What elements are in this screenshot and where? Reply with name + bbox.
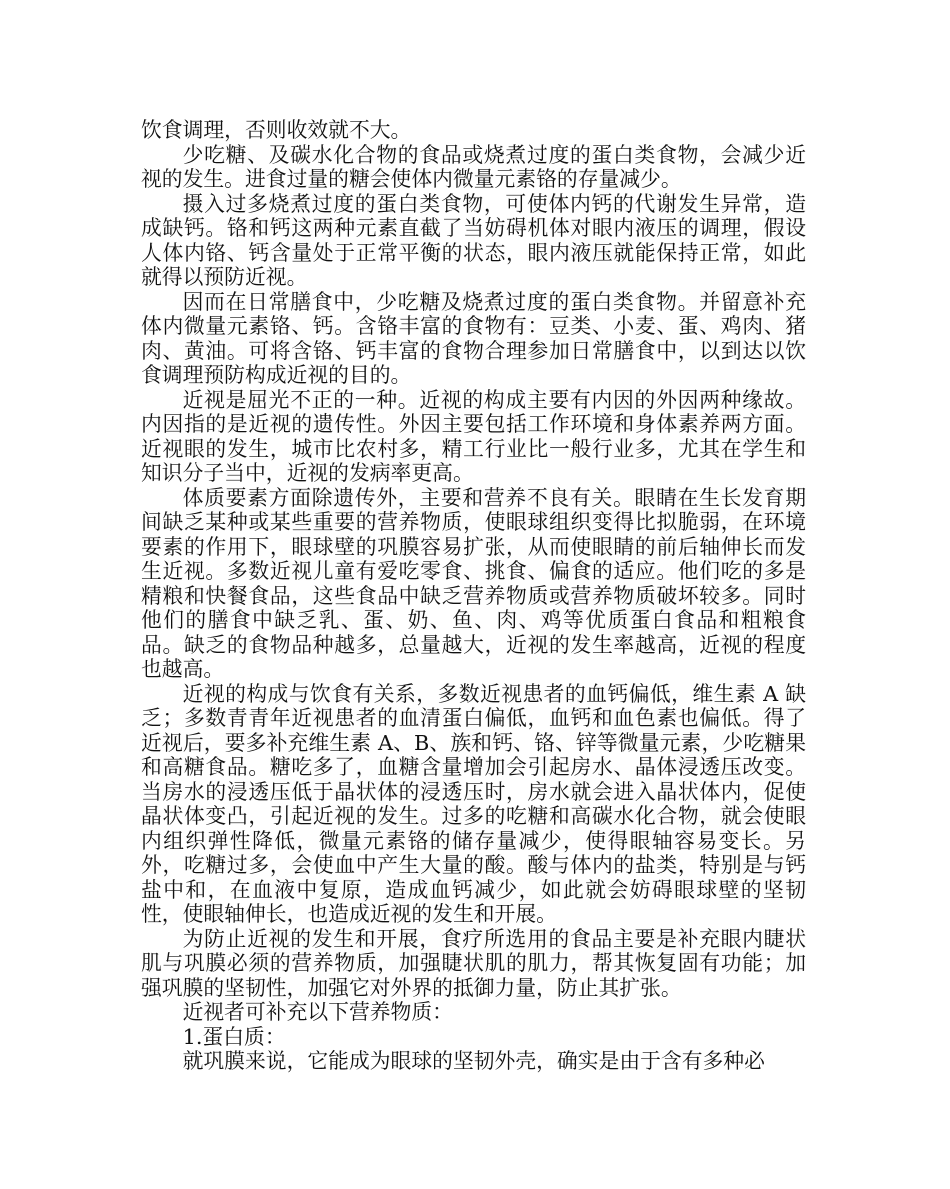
paragraph-6: 体质要素方面除遗传外，主要和营养不良有关。眼睛在生长发育期间缺乏某种或某些重要的营养物质，使眼球组织变得比拟脆弱，在环境要素的作用下，眼球壁的巩膜容易扩张，从而使眼睛的前后轴伸长而发生近视。多数近视儿童有爱吃零食、挑食、偏食的适应。他们吃的多是精粮和快餐食品，这些食品中缺乏营养物质或营养物质破坏较多。同时他们的膳食中缺乏乳、蛋、奶、鱼、肉、鸡等优质蛋白食品和粗粮食品。缺乏的食物品种越多，总量越大，近视的发生率越高，近视的程度也越高。 bbox=[141, 485, 806, 681]
paragraph-7: 近视的构成与饮食有关系，多数近视患者的血钙偏低，维生素 A 缺乏；多数青青年近视患者的血清蛋白偏低，血钙和血色素也偏低。得了近视后，要多补充维生素 A、B、族和钙、铬、锌等微量元素，少吃糖果和高糖食品。糖吃多了，血糖含量增加会引起房水、晶体浸透压改变。当房水的浸透压低于晶状体的浸透压时，房水就会进入晶状体内，促使晶状体变凸，引起近视的发生。过多的吃糖和高碳水化合物，就会使眼内组织弹性降低，微量元素铬的储存量减少，使得眼轴容易变长。另外，吃糖过多，会使血中产生大量的酸。酸与体内的盐类，特别是与钙盐中和，在血液中复原，造成血钙减少，如此就会妨碍眼球壁的坚韧性，使眼轴伸长，也造成近视的发生和开展。 bbox=[141, 681, 806, 926]
paragraph-1: 饮食调理，否则收效就不大。 bbox=[141, 118, 412, 142]
document-page bbox=[141, 118, 806, 1074]
paragraph-3: 摄入过多烧煮过度的蛋白类食物，可使体内钙的代谢发生异常，造成缺钙。铬和钙这两种元素直截了当妨碍机体对眼内液压的调理，假设人体内铬、钙含量处于正常平衡的状态，眼内液压就能保持正常，如此就得以预防近视。 bbox=[141, 191, 806, 289]
paragraph-5: 近视是屈光不正的一种。近视的构成主要有内因的外因两种缘故。内因指的是近视的遗传性。外因主要包括工作环境和身体素养两方面。近视眼的发生，城市比农村多，精工行业比一般行业多，尤其在学生和知识分子当中，近视的发病率更高。 bbox=[141, 387, 806, 485]
paragraph-9: 近视者可补充以下营养物质： bbox=[182, 1000, 453, 1024]
paragraph-8: 为防止近视的发生和开展，食疗所选用的食品主要是补充眼内睫状肌与巩膜必须的营养物质，加强睫状肌的肌力，帮其恢复固有功能；加强巩膜的坚韧性，加强它对外界的抵御力量，防止其扩张。 bbox=[141, 926, 806, 1000]
paragraph-4: 因而在日常膳食中，少吃糖及烧煮过度的蛋白类食物。并留意补充体内微量元素铬、钙。含铬丰富的食物有：豆类、小麦、蛋、鸡肉、猪肉、黄油。可将含铬、钙丰富的食物合理参加日常膳食中，以到达以饮食调理预防构成近视的目的。 bbox=[141, 289, 806, 387]
section-heading-protein: 1.蛋白质： bbox=[182, 1024, 286, 1049]
paragraph-10: 就巩膜来说，它能成为眼球的坚韧外壳，确实是由于含有多种必 bbox=[182, 1049, 765, 1073]
paragraph-2: 少吃糖、及碳水化合物的食品或烧煮过度的蛋白类食物，会减少近视的发生。进食过量的糖会使体内微量元素铬的存量减少。 bbox=[141, 142, 806, 191]
